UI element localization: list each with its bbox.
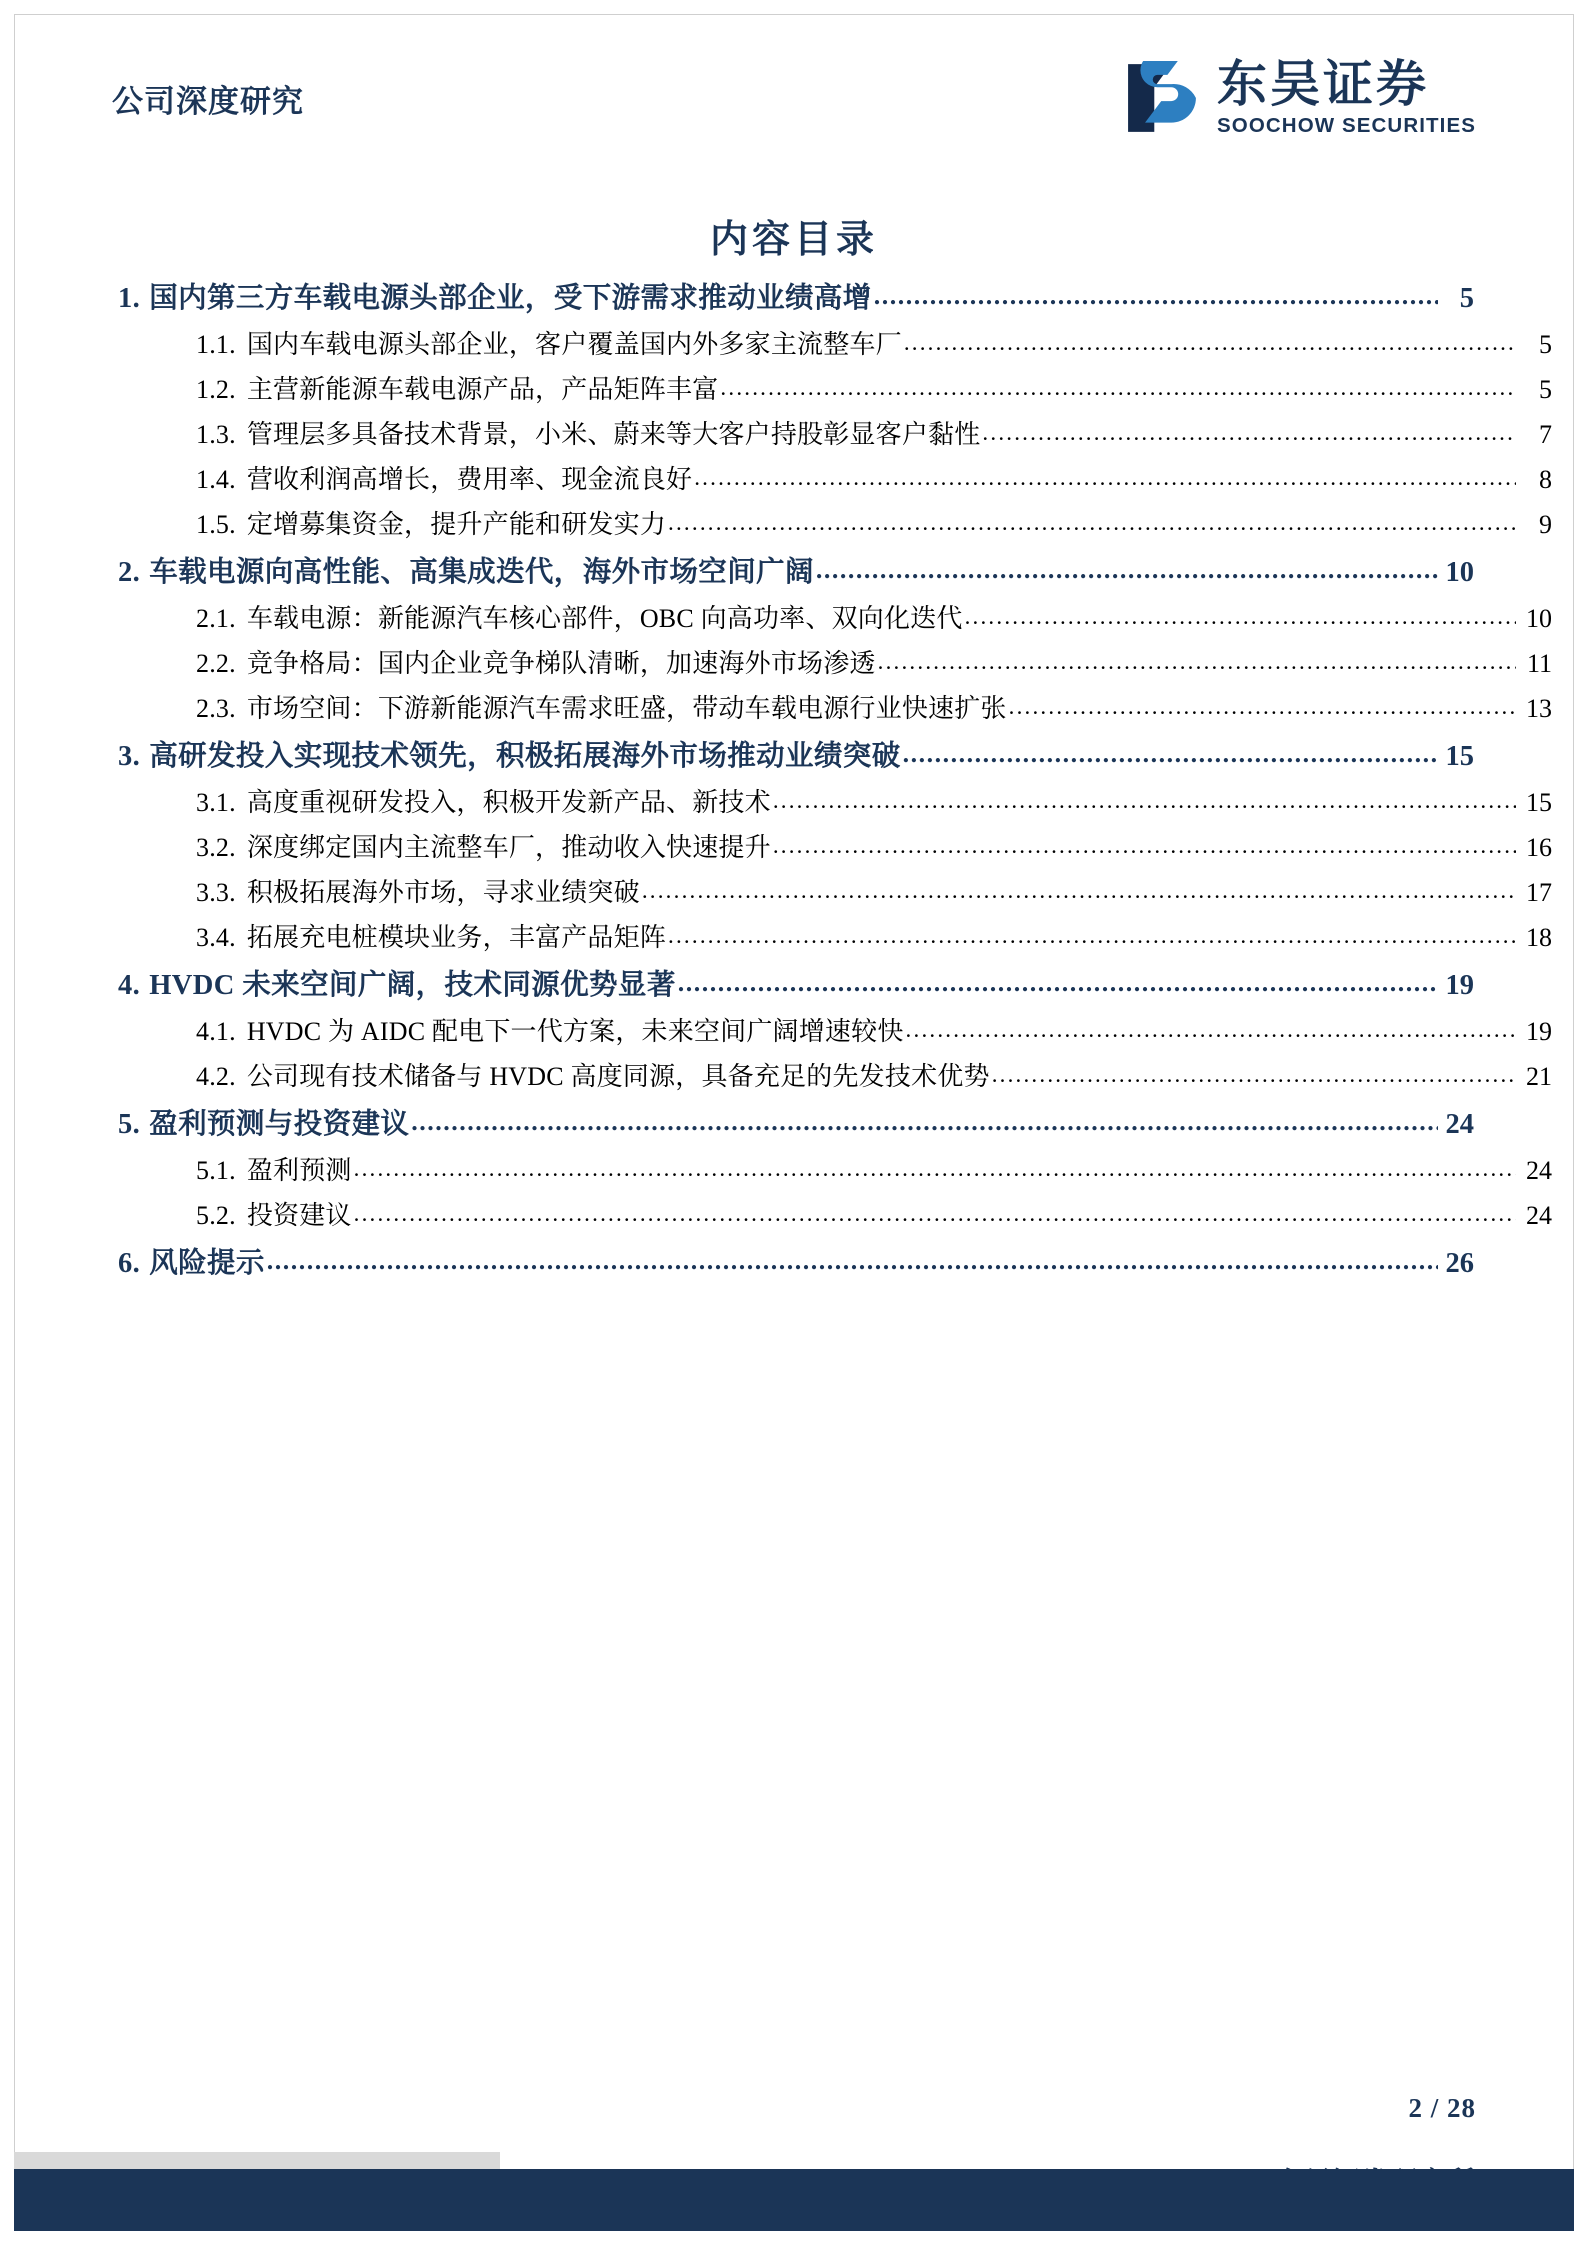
toc-entry[interactable] — [118, 733, 1474, 782]
brand-text-block — [1217, 56, 1476, 138]
toc-dot-leader — [668, 510, 1516, 536]
toc-entry-number: 2.1. — [196, 604, 236, 633]
toc-entry[interactable] — [118, 782, 1552, 827]
toc-entry-label: 国内第三方车载电源头部企业，受下游需求推动业绩高增 — [149, 283, 872, 314]
toc-dot-leader — [906, 1017, 1516, 1043]
toc-entry[interactable] — [118, 1195, 1552, 1240]
toc-entry-number: 3. — [118, 741, 141, 772]
brand-name-en: SOOCHOW SECURITIES — [1217, 114, 1476, 138]
toc-entry-label: 高研发投入实现技术领先，积极拓展海外市场推动业绩突破 — [149, 741, 901, 772]
toc-entry-page: 11 — [1526, 649, 1552, 678]
toc-dot-leader — [720, 375, 1516, 401]
toc-entry-number: 1.3. — [196, 420, 236, 449]
toc-entry-number: 1.4. — [196, 465, 236, 494]
toc-entry-page: 5 — [1539, 330, 1552, 359]
toc-dot-leader — [668, 923, 1516, 949]
toc-entry-page: 5 — [1459, 283, 1474, 314]
toc-dot-leader — [678, 968, 1438, 998]
toc-dot-leader — [878, 649, 1516, 675]
toc-entry-page: 8 — [1539, 465, 1552, 494]
toc-entry-label: 车载电源：新能源汽车核心部件，OBC 向高功率、双向化迭代 — [246, 604, 963, 633]
toc-entry-text — [196, 324, 902, 361]
toc-entry-page: 21 — [1526, 1062, 1552, 1091]
toc-entry[interactable] — [118, 598, 1552, 643]
toc-entry-number: 3.4. — [196, 923, 236, 952]
toc-entry-text — [196, 504, 666, 541]
toc-entry[interactable] — [118, 1240, 1474, 1289]
toc-dot-leader — [965, 604, 1516, 630]
toc-entry-text — [196, 414, 980, 451]
toc-entry-label: 车载电源向高性能、高集成迭代，海外市场空间广阔 — [149, 557, 814, 588]
toc-dot-leader — [992, 1062, 1516, 1088]
toc-entry-label: 公司现有技术储备与 HVDC 高度同源，具备充足的先发技术优势 — [246, 1062, 990, 1091]
toc-entry-text — [196, 1195, 352, 1232]
toc-entry[interactable] — [118, 414, 1552, 459]
toc-entry-label: 市场空间：下游新能源汽车需求旺盛，带动车载电源行业快速扩张 — [246, 694, 1007, 723]
footer-bar — [14, 2169, 1574, 2231]
toc-entry-page: 15 — [1526, 788, 1552, 817]
page-number: 2 / 28 — [1408, 2093, 1476, 2123]
toc-entry[interactable] — [118, 504, 1552, 549]
toc-entry-page: 18 — [1526, 923, 1552, 952]
toc-entry[interactable] — [118, 1150, 1552, 1195]
toc-dot-leader — [694, 465, 1516, 491]
toc-entry-page: 10 — [1445, 557, 1474, 588]
toc-entry-number: 4. — [118, 970, 141, 1001]
toc-entry-text — [118, 1101, 409, 1142]
toc-entry-page: 24 — [1445, 1109, 1474, 1140]
toc-entry-text — [196, 1011, 904, 1048]
brand-name-cn: 东吴证券 — [1217, 56, 1430, 113]
toc-dot-leader — [904, 330, 1516, 356]
toc-entry-number: 5. — [118, 1109, 141, 1140]
toc-entry-page: 5 — [1539, 375, 1552, 404]
toc-entry-text — [196, 827, 771, 864]
toc-dot-leader — [267, 1246, 1438, 1276]
toc-entry-number: 4.1. — [196, 1017, 236, 1046]
toc-entry-page: 9 — [1539, 510, 1552, 539]
toc-entry[interactable] — [118, 549, 1474, 598]
toc-entry[interactable] — [118, 827, 1552, 872]
toc-entry-text — [196, 459, 692, 496]
toc-entry[interactable] — [118, 872, 1552, 917]
toc-entry-number: 1. — [118, 283, 141, 314]
toc-entry-label: 营收利润高增长，费用率、现金流良好 — [246, 465, 693, 494]
toc-entry-page: 15 — [1445, 741, 1474, 772]
toc-dot-leader — [642, 878, 1516, 904]
toc-entry[interactable] — [118, 1101, 1474, 1150]
toc-entry-page: 19 — [1445, 970, 1474, 1001]
toc-entry-label: 管理层多具备技术背景，小米、蔚来等大客户持股彰显客户黏性 — [246, 420, 981, 449]
toc-entry[interactable] — [118, 1011, 1552, 1056]
toc-entry-text — [196, 917, 666, 954]
brand-logo — [1123, 56, 1476, 138]
toc-entry-label: 风险提示 — [149, 1248, 265, 1279]
toc-entry-label: HVDC 为 AIDC 配电下一代方案，未来空间广阔增速较快 — [246, 1017, 904, 1046]
toc-entry-number: 5.2. — [196, 1201, 236, 1230]
toc-entry-text — [196, 688, 1007, 725]
toc-entry-page: 10 — [1526, 604, 1552, 633]
toc-entry[interactable] — [118, 962, 1474, 1011]
toc-entry-number: 1.1. — [196, 330, 236, 359]
toc-entry-text — [196, 872, 640, 909]
toc-entry-page: 7 — [1539, 420, 1552, 449]
toc-dot-leader — [773, 788, 1516, 814]
toc-entry-label: 主营新能源车载电源产品，产品矩阵丰富 — [246, 375, 719, 404]
toc-dot-leader — [1009, 694, 1516, 720]
toc-entry-number: 1.2. — [196, 375, 236, 404]
toc-dot-leader — [874, 281, 1438, 311]
toc-entry-page: 24 — [1526, 1156, 1552, 1185]
toc-entry[interactable] — [118, 369, 1552, 414]
toc-entry-label: 竞争格局：国内企业竞争梯队清晰，加速海外市场渗透 — [246, 649, 876, 678]
toc-entry-label: 投资建议 — [246, 1201, 352, 1230]
toc-entry-number: 3.1. — [196, 788, 236, 817]
toc-entry-number: 2.2. — [196, 649, 236, 678]
toc-entry-text — [118, 962, 676, 1003]
toc-entry-number: 6. — [118, 1248, 141, 1279]
toc-entry-number: 4.2. — [196, 1062, 236, 1091]
toc-entry-label: 盈利预测与投资建议 — [149, 1109, 410, 1140]
toc-dot-leader — [411, 1107, 1438, 1137]
toc-entry-number: 3.3. — [196, 878, 236, 907]
toc-entry-label: 拓展充电桩模块业务，丰富产品矩阵 — [246, 923, 667, 952]
toc-dot-leader — [816, 555, 1438, 585]
toc-entry-text — [196, 1150, 352, 1187]
toc-entry-label: 积极拓展海外市场，寻求业绩突破 — [246, 878, 640, 907]
toc-entry-label: 定增募集资金，提升产能和研发实力 — [246, 510, 667, 539]
toc-dot-leader — [773, 833, 1516, 859]
toc-entry-number: 5.1. — [196, 1156, 236, 1185]
toc-entry-text — [196, 1056, 990, 1093]
toc-entry-text — [118, 733, 901, 774]
toc-entry-page: 17 — [1526, 878, 1552, 907]
toc-entry-number: 2. — [118, 557, 141, 588]
page-header — [112, 52, 1476, 144]
toc-entry-page: 24 — [1526, 1201, 1552, 1230]
toc-entry-text — [196, 598, 963, 635]
page-title: 内容目录 — [709, 219, 878, 261]
toc-entry-label: 深度绑定国内主流整车厂，推动收入快速提升 — [246, 833, 771, 862]
toc-entry-text — [118, 275, 872, 316]
toc-entry-text — [196, 369, 718, 406]
toc-entry-page: 13 — [1526, 694, 1552, 723]
toc-entry-text — [196, 643, 876, 680]
toc-entry-label: HVDC 未来空间广阔，技术同源优势显著 — [149, 970, 676, 1001]
toc-entry-label: 盈利预测 — [246, 1156, 352, 1185]
toc-entry[interactable] — [118, 1056, 1552, 1101]
toc-entry-page: 26 — [1445, 1248, 1474, 1279]
toc-entry[interactable] — [118, 275, 1474, 324]
toc-entry-text — [196, 782, 771, 819]
toc-dot-leader — [982, 420, 1516, 446]
toc-entry[interactable] — [118, 688, 1552, 733]
soochow-logo-icon — [1123, 61, 1201, 135]
toc-entry[interactable] — [118, 324, 1552, 369]
toc-dot-leader — [354, 1201, 1516, 1227]
toc-entry-number: 2.3. — [196, 694, 236, 723]
toc-entry[interactable] — [118, 917, 1552, 962]
toc-dot-leader — [903, 739, 1438, 769]
toc-entry[interactable] — [118, 643, 1552, 688]
table-of-contents — [118, 275, 1552, 1289]
toc-entry-label: 高度重视研发投入，积极开发新产品、新技术 — [246, 788, 771, 817]
toc-entry-text — [118, 549, 814, 590]
report-type-label: 公司深度研究 — [112, 83, 304, 119]
toc-entry-number: 3.2. — [196, 833, 236, 862]
toc-entry[interactable] — [118, 459, 1552, 504]
toc-dot-leader — [354, 1156, 1516, 1182]
toc-entry-text — [118, 1240, 265, 1281]
toc-entry-page: 19 — [1526, 1017, 1552, 1046]
toc-entry-label: 国内车载电源头部企业，客户覆盖国内外多家主流整车厂 — [246, 330, 902, 359]
toc-entry-page: 16 — [1526, 833, 1552, 862]
toc-entry-number: 1.5. — [196, 510, 236, 539]
